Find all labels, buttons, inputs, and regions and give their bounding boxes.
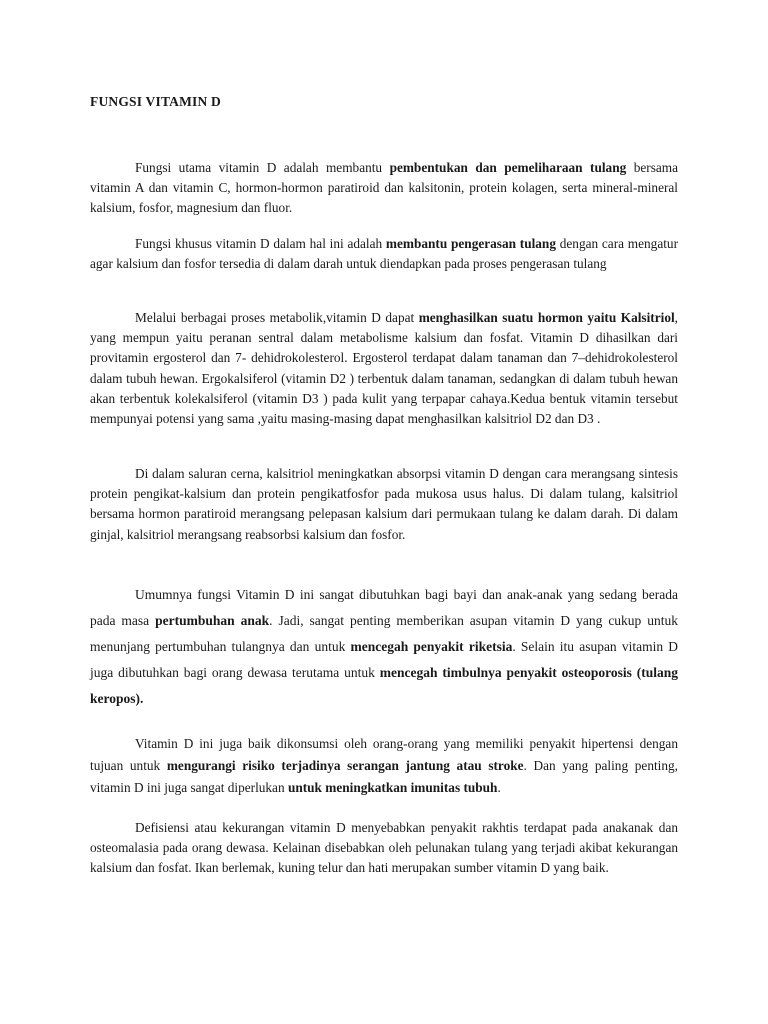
text-segment: Fungsi utama vitamin D adalah membantu: [135, 160, 390, 175]
bold-segment: membantu pengerasan tulang: [385, 236, 556, 251]
paragraph-bone-hardening: [90, 234, 678, 274]
bold-segment: pembentukan dan pemeliharaan tulang: [389, 160, 627, 175]
bold-segment: untuk meningkatkan imunitas tubuh: [287, 780, 498, 795]
text-segment: bersama vitamin A dan vitamin C, hormon-hormon paratiroid dan kalsitonin, protein kolagen, serta mineral-mineral kalsium, fosfor, magnesium dan fluor.: [90, 160, 679, 216]
bold-segment: pertumbuhan anak: [155, 613, 270, 628]
text-segment: . Selain itu asupan vitamin D juga dibutuhkan bagi orang dewasa terutama untuk: [90, 639, 679, 680]
bold-segment: mencegah timbulnya penyakit osteoporosis (tulang keropos).: [90, 665, 679, 706]
bold-segment: menghasilkan suatu hormon yaitu Kalsitriol: [418, 310, 675, 325]
text-segment: Vitamin D ini juga baik dikonsumsi oleh orang-orang yang memiliki penyakit hipertensi dengan tujuan untuk: [90, 736, 678, 773]
text-segment: Di dalam saluran cerna, kalsitriol meningkatkan absorpsi vitamin D dengan cara merangsang sintesis protein pengikat-kalsium dan protein pengikatfosfor pada mukosa usus halus. Di dalam tulang, kalsitriol bersama hormon paratiroid merangsang pelepasan kalsium dari permukaan tulang ke dalam darah. Di dalam ginjal, kalsitriol merangsang reabsorbsi kalsium dan fosfor.: [90, 466, 678, 542]
paragraph-children-growth: [90, 582, 678, 712]
paragraph-deficiency: [90, 818, 678, 879]
paragraph-digestive-tract: [90, 464, 678, 545]
text-segment: Fungsi khusus vitamin D dalam hal ini adalah: [135, 236, 386, 251]
document-title: FUNGSI VITAMIN D: [90, 94, 221, 109]
text-segment: . Dan yang paling penting, vitamin D ini juga sangat diperlukan: [90, 758, 678, 795]
text-segment: dengan cara mengatur agar kalsium dan fosfor tersedia di dalam darah untuk diendapkan pada proses pengerasan tulang: [90, 236, 679, 272]
text-segment: Melalui berbagai proses metabolik,vitamin D dapat: [135, 310, 419, 325]
paragraph-calcitriol: [90, 308, 678, 429]
bold-segment: mencegah penyakit riketsia: [350, 639, 513, 654]
text-segment: , yang mempun yaitu peranan sentral dalam metabolisme kalsium dan fosfat. Vitamin D dihasilkan dari provitamin ergosterol dan 7- dehidrokolesterol. Ergosterol terdapat dalam tanaman dan 7–dehidrokolesterol dalam tubuh hewan. Ergokalsiferol (vitamin D2 ) terbentuk dalam tanaman, sedangkan di dalam tubuh hewan akan terbentuk kolekalsiferol (vitamin D3 ) pada kulit yang terpapar cahaya.Kedua bentuk vitamin tersebut mempunyai potensi yang sama ,yaitu masing-masing dapat menghasilkan kalsitriol D2 dan D3 .: [90, 310, 678, 427]
bold-segment: mengurangi risiko terjadinya serangan jantung atau stroke: [166, 758, 524, 773]
paragraph-hypertension: [90, 733, 678, 799]
text-segment: .: [497, 780, 501, 795]
text-segment: . Jadi, sangat penting memberikan asupan vitamin D yang cukup untuk menunjang pertumbuhan tulangnya dan untuk: [90, 613, 679, 654]
text-segment: Umumnya fungsi Vitamin D ini sangat dibutuhkan bagi bayi dan anak-anak yang sedang berada pada masa: [90, 587, 678, 628]
paragraph-bone-formation: [90, 158, 678, 219]
text-segment: Defisiensi atau kekurangan vitamin D menyebabkan penyakit rakhtis terdapat pada anakanak dan osteomalasia pada orang dewasa. Kelainan disebabkan oleh pelunakan tulang yang terjadi akibat kekurangan kalsium dan fosfat. Ikan berlemak, kuning telur dan hati merupakan sumber vitamin D yang baik.: [90, 820, 678, 876]
